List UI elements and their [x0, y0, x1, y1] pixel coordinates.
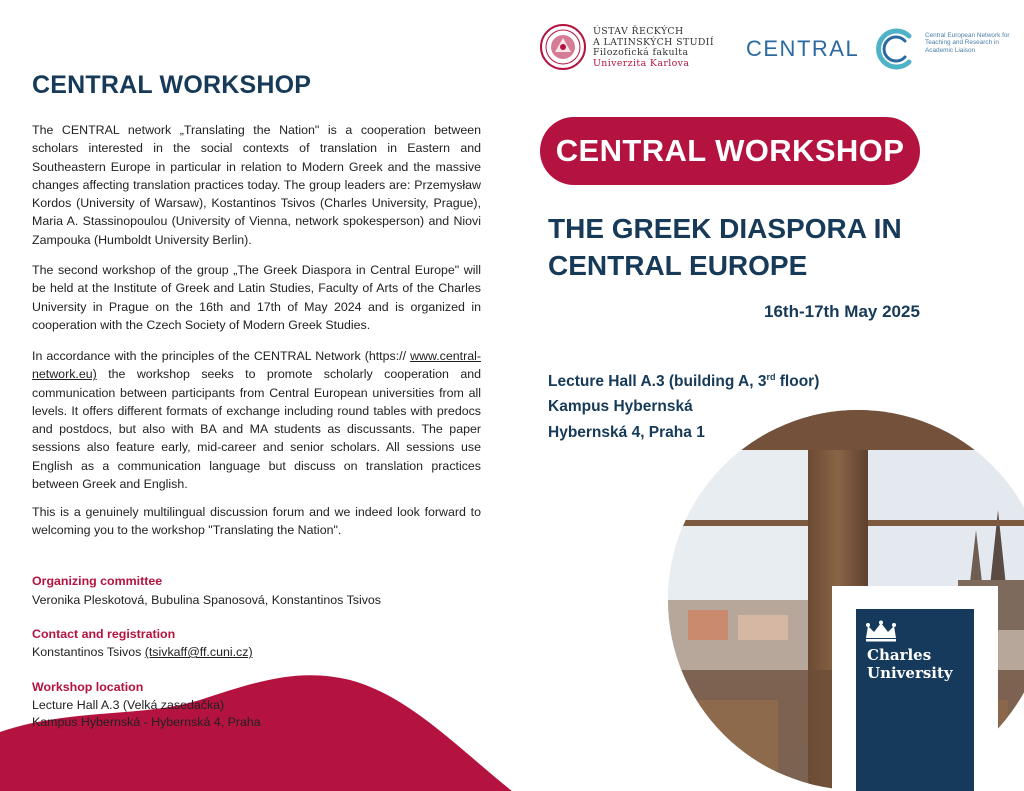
contact-line	[32, 643, 253, 661]
institute-name-line-2: A LATINSKÝCH STUDIÍ	[593, 36, 715, 48]
event-title	[548, 210, 902, 284]
intro-paragraph: The CENTRAL network „Translating the Nation" is a cooperation between scholars interested in the social contexts of translation in Eastern and Southeastern Europe in particular in relation to Modern Greek and the massive changes affecting translation practices today. The group leaders are: Przemysław Kordos (University of Warsaw), Kostantinos Tsivos (Charles University, Prague), Maria A. Stassinopoulou (University of Vienna, network spokesperson) and Niovi Zampouka (Humboldt University Berlin).	[32, 123, 481, 247]
organizing-heading: Organizing committee	[32, 574, 163, 588]
university-name: Univerzita Karlova	[593, 57, 690, 69]
central-network-link[interactable]: www.central-network.eu)	[32, 349, 481, 382]
organizing-text: Veronika Pleskotová, Bubulina Spanosová, Konstantinos Tsivos	[32, 593, 381, 607]
charles-university-wordmark	[867, 646, 953, 682]
cu-line-2: University	[867, 664, 953, 682]
cu-line-1: Charles	[867, 646, 932, 664]
institute-logo-text	[593, 27, 714, 69]
venue-floor-ordinal: rd	[766, 372, 776, 382]
venue-campus: Kampus Hybernská	[548, 398, 693, 415]
welcome-paragraph: This is a genuinely multilingual discussion forum and we indeed look forward to welcoming you to the workshop "Translating the Nation".	[32, 505, 481, 538]
location-heading: Workshop location	[32, 680, 144, 694]
venue-hall	[548, 372, 819, 391]
workshop-pill-header: CENTRAL WORKSHOP	[540, 117, 920, 185]
institute-name-line-1: ÚSTAV ŘECKÝCH	[593, 26, 684, 37]
contact-heading: Contact and registration	[32, 627, 176, 641]
central-logo-wordmark: CENTRAL	[746, 36, 860, 61]
principles-text-end: the workshop seeks to promote scholarly cooperation and communication between participants from Central European universities from all levels. It offers different formats of exchange including round tables with predocs and postdocs, but also with BA and MA students as discussants. The paper sessions also feature early, mid-career and senior scholars. All sessions use English as a communication language but discuss on translation practices between Greek and English.	[32, 367, 481, 492]
workshop-paragraph: The second workshop of the group „The Greek Diaspora in Central Europe" will be held at the Institute of Greek and Latin Studies, Faculty of Arts of the Charles University in Prague on the 16th and 17th of May 2024 and is organized in cooperation with the Czech Society of Modern Greek Studies.	[32, 263, 481, 332]
university-seal-icon	[540, 24, 586, 70]
central-c-logo-icon	[872, 26, 918, 72]
event-title-line-1: THE GREEK DIASPORA IN	[548, 213, 902, 244]
crown-icon	[864, 620, 898, 642]
location-line-2: Kampus Hybernská - Hybernská 4, Praha	[32, 715, 261, 729]
central-logo-tagline: Central European Network for Teaching and Research in Academic Liaison	[925, 32, 1010, 54]
contact-name: Konstantinos Tsivos	[32, 645, 145, 659]
contact-email-link[interactable]: (tsivkaff@ff.cuni.cz)	[144, 645, 253, 659]
page-title: CENTRAL WORKSHOP	[32, 71, 312, 99]
venue-hall-text: Lecture Hall A.3 (building A, 3	[548, 373, 767, 391]
principles-text-start: In accordance with the principles of the CENTRAL Network (https://	[32, 349, 407, 363]
event-title-line-2: CENTRAL EUROPE	[548, 250, 808, 281]
principles-paragraph	[32, 347, 481, 493]
venue-address: Hybernská 4, Praha 1	[548, 424, 705, 441]
faculty-name: Filozofická fakulta	[593, 47, 689, 59]
location-line-1: Lecture Hall A.3 (Velká zasedačka)	[32, 698, 225, 712]
venue-hall-floor: floor)	[775, 373, 820, 391]
event-date: 16th-17th May 2025	[764, 302, 920, 321]
